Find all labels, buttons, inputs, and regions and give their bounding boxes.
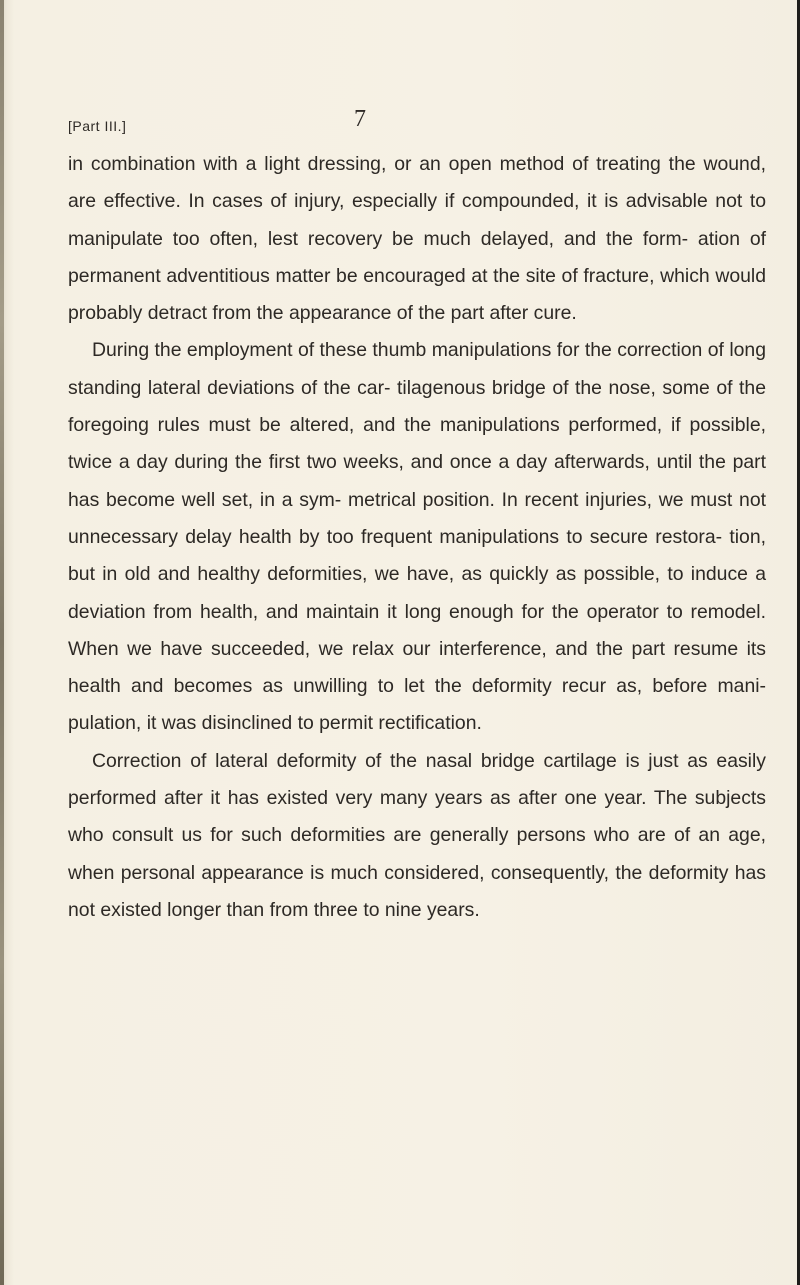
body-text — [68, 146, 766, 929]
binding-edge — [0, 0, 4, 1285]
paragraph-2: During the employment of these thumb manipulations for the correction of long standing lateral deviations of the car- tilagenous bridge of the nose, some of the foregoing rules must be altered, and the manipulations performed, if possible, twice a day during the first two weeks, and once a day afterwards, until the part has become well set, in a sym- metrical position. In recent injuries, we must not unnecessary delay health by too frequent manipulations to secure restora- tion, but in old and healthy deformities, we have, as quickly as possible, to induce a deviation from health, and maintain it long enough for the operator to remodel. When we have succeeded, we relax our interference, and the part resume its health and becomes as unwilling to let the deformity recur as, before mani- pulation, it was disinclined to permit rectification. — [68, 339, 766, 735]
paragraph-3: Correction of lateral deformity of the nasal bridge cartilage is just as easily performed after it has existed very many years as after one year. The subjects who consult us for such deformities are generally persons who are of an age, when personal appearance is much considered, consequently, the deformity has not existed longer than from three to nine years. — [68, 749, 766, 921]
paragraph-1: in combination with a light dressing, or an open method of treating the wound, are effective. In cases of injury, especially if compounded, it is advisable not to manipulate too often, lest recovery be much delayed, and the form- ation of permanent adventitious matter be encouraged at the site of fracture, which would probably detract from the appearance of the part after cure. — [68, 153, 766, 325]
page-number: 7 — [354, 106, 366, 132]
part-label: [Part III.] — [68, 118, 127, 134]
page-header — [68, 106, 768, 142]
